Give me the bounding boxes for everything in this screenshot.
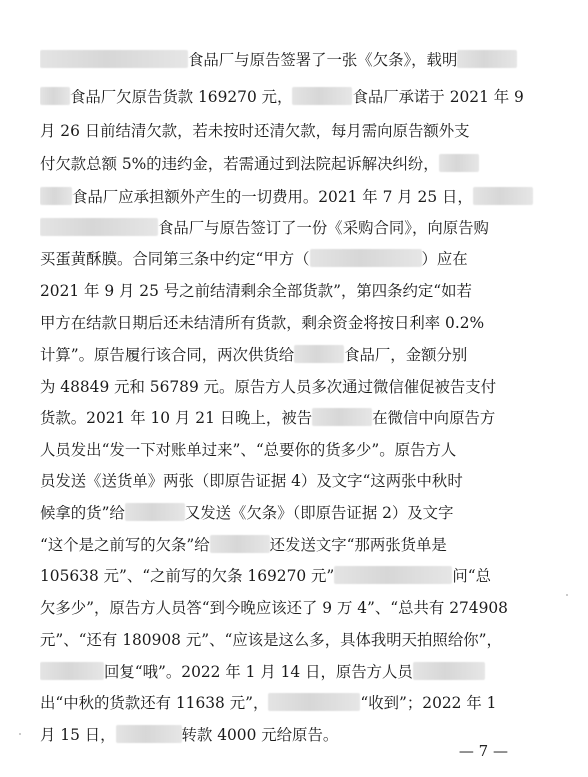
text-line — [40, 215, 550, 241]
redaction-block — [457, 50, 517, 68]
text-run: 为 48849 元和 56789 元。原告方人员多次通过微信催促被告支付 — [40, 378, 497, 396]
text-run: 食品厂与原告签订了一份《采购合同》，向原告购 — [158, 219, 489, 237]
redaction-block — [310, 249, 422, 267]
text-run: 105638 元”、“之前写的欠条 169270 元” — [40, 567, 335, 585]
text-run: “收到”；2022 年 1 — [360, 694, 497, 712]
text-run: 欠多少”，原告方人员答“到今晚应该还了 9 万 4”、“总共有 274908 — [40, 599, 508, 617]
text-line — [40, 627, 550, 653]
text-run: 人员发出“发一下对账单过来”、“总要你的货多少”。原告方人 — [40, 441, 457, 459]
scan-speck — [19, 733, 21, 735]
redaction-block — [125, 503, 185, 521]
text-run: 食品厂欠原告货款 169270 元， — [70, 88, 293, 106]
text-line — [40, 659, 550, 685]
text-run: 候拿的货”给 — [40, 504, 125, 522]
text-line — [40, 595, 550, 621]
text-line — [40, 437, 550, 463]
text-run: 2021 年 9 月 25 号之前结清剩余全部货款”，第四条约定“如若 — [40, 282, 472, 300]
text-line — [40, 563, 550, 589]
text-run: 员发送《送货单》两张（即原告证据 4）及文字“这两张中秋时 — [40, 472, 463, 490]
text-run: 食品厂应承担额外产生的一切费用。2021 年 7 月 25 日， — [72, 188, 473, 206]
scan-speck — [566, 594, 568, 596]
text-run: 出“中秋的货款还有 11638 元”， — [40, 694, 269, 712]
redaction-block — [210, 535, 270, 553]
text-line — [40, 500, 550, 526]
text-run: 月 26 日前结清欠款，若未按时还清欠款，每月需向原告额外支 — [40, 122, 470, 140]
text-line — [40, 84, 550, 110]
redaction-block — [40, 187, 72, 205]
redaction-block — [312, 408, 372, 426]
text-run: 还发送文字“那两张货单是 — [269, 536, 447, 554]
text-line — [40, 690, 550, 716]
text-run: 在微信中向原告方 — [372, 409, 496, 427]
redaction-block — [413, 662, 485, 680]
redaction-block — [294, 345, 344, 363]
text-run: 计算”。原告履行该合同，两次供货给 — [40, 346, 295, 364]
text-line — [40, 532, 550, 558]
redaction-block — [292, 87, 352, 105]
text-run: 月 15 日， — [40, 726, 116, 744]
text-run: “这个是之前写的欠条”给 — [40, 536, 210, 554]
text-line — [40, 47, 550, 73]
redaction-block — [116, 725, 182, 743]
text-run: 又发送《欠条》（即原告证据 2）及文字 — [184, 504, 454, 522]
text-line — [40, 310, 550, 336]
text-run: 货款。2021 年 10 月 21 日晚上，被告 — [40, 409, 313, 427]
text-run: 问“总 — [452, 567, 491, 585]
redaction-block — [40, 87, 70, 105]
text-line — [40, 278, 550, 304]
text-run: 食品厂与原告签署了一张《欠条》，载明 — [188, 51, 458, 69]
redaction-block — [334, 566, 452, 584]
text-line — [40, 342, 550, 368]
text-line — [40, 184, 550, 210]
text-run: 甲方在结款日期后还未结清所有货款，剩余资金将按日利率 0.2% — [40, 314, 485, 332]
text-run: 转款 4000 元给原告。 — [181, 726, 339, 744]
redaction-block — [268, 693, 360, 711]
text-run: 回复“哦”。2022 年 1 月 14 日，原告方人员 — [104, 663, 413, 681]
text-line — [40, 246, 550, 272]
redaction-block — [473, 187, 533, 205]
text-line — [40, 151, 550, 177]
redaction-block — [40, 218, 158, 236]
text-run: 买蛋黄酥膜。合同第三条中约定“甲方（ — [40, 250, 310, 268]
redaction-block — [40, 662, 104, 680]
redaction-block — [439, 154, 479, 172]
redaction-block — [40, 50, 188, 68]
text-run: 元”、“还有 180908 元”、“应该是这么多，具体我明天拍照给你”， — [40, 631, 502, 649]
text-line — [40, 374, 550, 400]
text-line — [40, 405, 550, 431]
text-run: 食品厂承诺于 2021 年 9 — [352, 88, 524, 106]
text-run: ）应在 — [421, 250, 468, 268]
text-run: 付欠款总额 5%的违约金，若需通过到法院起诉解决纠纷， — [40, 155, 439, 173]
text-run: 食品厂，金额分别 — [344, 346, 468, 364]
page-number: — 7 — — [458, 742, 508, 760]
text-line — [40, 468, 550, 494]
text-line — [40, 118, 550, 144]
